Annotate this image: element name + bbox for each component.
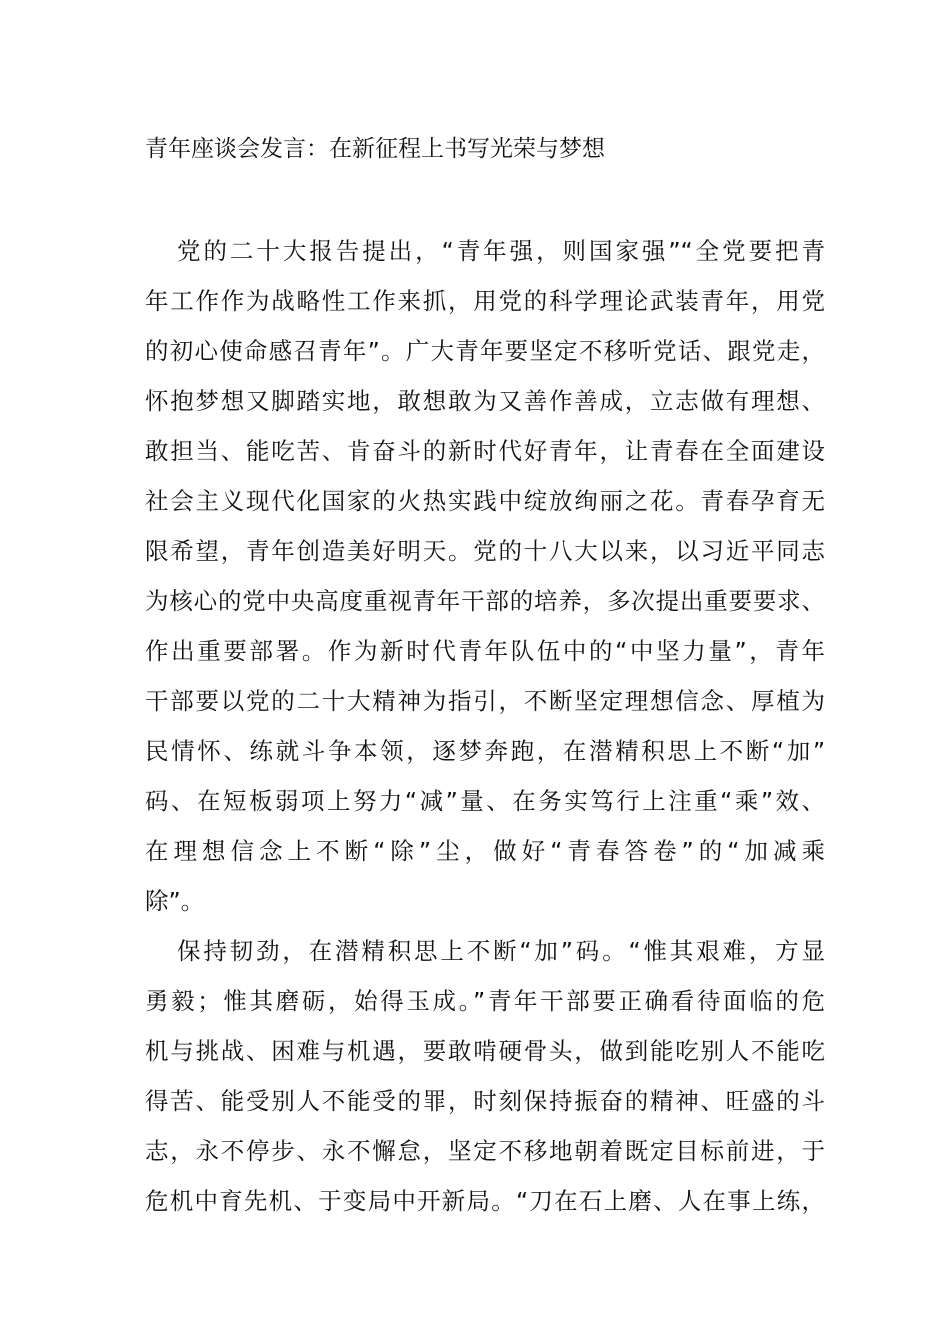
- paragraph-line: 干部要以党的二十大精神为指引，不断坚定理想信念、厚植为: [145, 687, 825, 715]
- paragraph-line: 党的二十大报告提出，“青年强，则国家强”“全党要把青: [177, 237, 825, 265]
- paragraph-line: 敢担当、能吃苦、肯奋斗的新时代好青年，让青春在全面建设: [145, 437, 825, 465]
- paragraph-line: 年工作作为战略性工作来抓，用党的科学理论武装青年，用党: [145, 287, 825, 315]
- paragraph-line: 危机中育先机、于变局中开新局。“刀在石上磨、人在事上练，: [145, 1187, 825, 1215]
- paragraph-line: 限希望，青年创造美好明天。党的十八大以来，以习近平同志: [145, 537, 825, 565]
- paragraph-line: 志，永不停步、永不懈怠，坚定不移地朝着既定目标前进，于: [145, 1137, 825, 1165]
- paragraph-line: 作出重要部署。作为新时代青年队伍中的“中坚力量”，青年: [145, 637, 825, 665]
- paragraph-line: 勇毅；惟其磨砺，始得玉成。”青年干部要正确看待面临的危: [145, 987, 825, 1015]
- paragraph-line: 民情怀、练就斗争本领，逐梦奔跑，在潜精积思上不断“加”: [145, 737, 825, 765]
- paragraph-line: 在理想信念上不断“除”尘，做好“青春答卷”的“加减乘: [145, 837, 825, 865]
- paragraph-line: 为核心的党中央高度重视青年干部的培养，多次提出重要要求、: [145, 587, 825, 615]
- paragraph-line: 保持韧劲，在潜精积思上不断“加”码。“惟其艰难，方显: [177, 937, 825, 965]
- paragraph-line: 的初心使命感召青年”。广大青年要坚定不移听党话、跟党走，: [145, 337, 825, 365]
- paragraph-line: 怀抱梦想又脚踏实地，敢想敢为又善作善成，立志做有理想、: [145, 387, 825, 415]
- paragraph-line: 码、在短板弱项上努力“减”量、在务实笃行上注重“乘”效、: [145, 787, 825, 815]
- paragraph-line: 除”。: [145, 887, 205, 915]
- document-body: [145, 226, 825, 1226]
- paragraph-line: 机与挑战、困难与机遇，要敢啃硬骨头，做到能吃别人不能吃: [145, 1037, 825, 1065]
- document-title: 青年座谈会发言：在新征程上书写光荣与梦想: [145, 136, 605, 162]
- paragraph-line: 社会主义现代化国家的火热实践中绽放绚丽之花。青春孕育无: [145, 487, 825, 515]
- paragraph-line: 得苦、能受别人不能受的罪，时刻保持振奋的精神、旺盛的斗: [145, 1087, 825, 1115]
